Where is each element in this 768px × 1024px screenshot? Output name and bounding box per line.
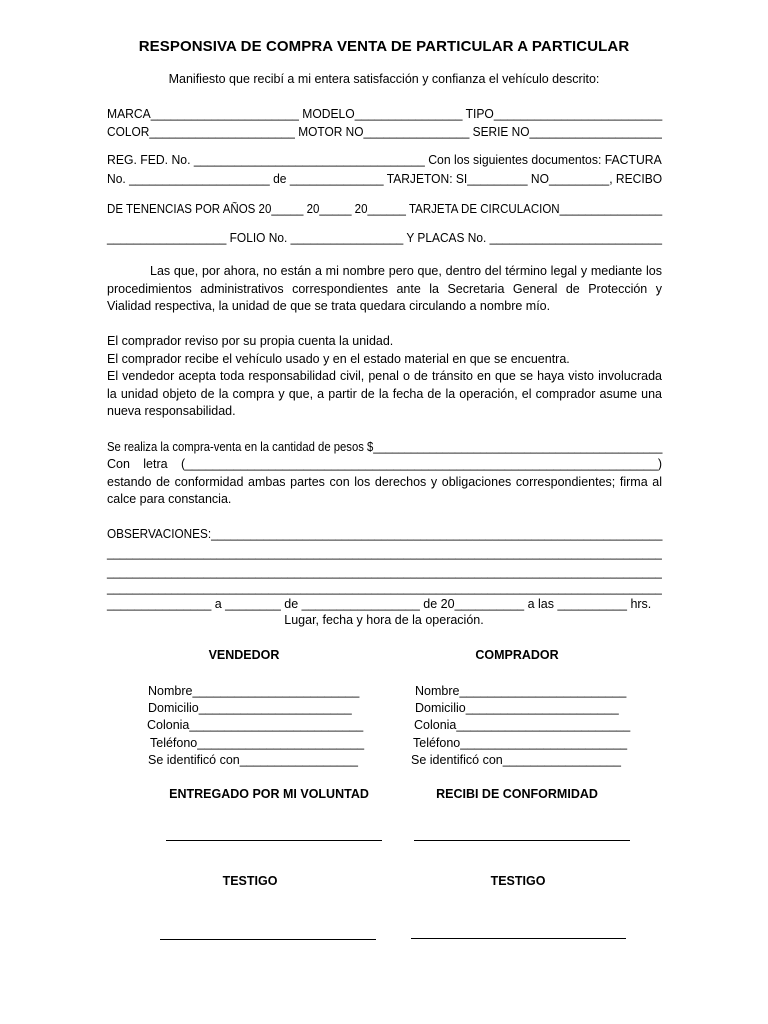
observations-line: ______________________________________________________________________________________: [107, 565, 662, 579]
seller-domicilio-field: Domicilio______________________: [148, 701, 352, 715]
document-title: RESPONSIVA DE COMPRA VENTA DE PARTICULAR A PARTICULAR: [138, 38, 630, 55]
legal-paragraph: Las que, por ahora, no están a mi nombre pero que, dentro del término legal y mediante los procedimientos administrativos correspondientes ante la Secretaria General de Protección y Vialidad respectiva, la unidad de que se trata quedara circulando a nombre mío.: [107, 264, 662, 313]
witness-2-caption: TESTIGO: [490, 874, 546, 888]
buyer-heading: COMPRADOR: [475, 648, 559, 662]
buyer-identifico-field: Se identificó con_________________: [411, 753, 621, 767]
vehicle-fields-row-6: __________________ FOLIO No. _________________ Y PLACAS No. __________________________: [107, 231, 663, 245]
witness-1-signature-line: [160, 939, 376, 940]
vehicle-fields-row-5: DE TENENCIAS POR AÑOS 20_____ 20_____ 20______ TARJETA DE CIRCULACION________________: [107, 202, 663, 216]
clause-1: El comprador reviso por su propia cuenta la unidad.: [107, 334, 394, 348]
buyer-signature-caption: RECIBI DE CONFORMIDAD: [436, 787, 598, 801]
document-subtitle: Manifiesto que recibí a mi entera satisfacción y confianza el vehículo descrito:: [168, 72, 600, 86]
date-place-line: _______________ a ________ de _________________ de 20__________ a las __________ hrs.: [107, 597, 652, 611]
buyer-nombre-field: Nombre________________________: [415, 684, 627, 698]
vehicle-fields-row-4: No. _____________________ de ______________ TARJETON: SI_________ NO_________, RECIBO: [107, 172, 663, 186]
buyer-telefono-field: Teléfono________________________: [413, 736, 628, 750]
seller-identifico-field: Se identificó con_________________: [148, 753, 358, 767]
clause-3: El vendedor acepta toda responsabilidad civil, penal o de tránsito en que se haya visto involucrada la unidad objeto de la compra y que, a partir de la fecha de la operación, el comprador asume una nueva responsabilidad.: [107, 369, 662, 418]
seller-nombre-field: Nombre________________________: [148, 684, 360, 698]
buyer-signature-line: [414, 840, 630, 841]
witness-2-signature-line: [411, 938, 626, 939]
seller-telefono-field: Teléfono________________________: [150, 736, 365, 750]
vehicle-fields-row-1: MARCA______________________ MODELO________________ TIPO_________________________: [107, 107, 663, 121]
buyer-colonia-field: Colonia_________________________: [414, 718, 631, 732]
observations-label: OBSERVACIONES:_____________________________________________________________________: [107, 527, 663, 541]
vehicle-fields-row-2: COLOR______________________ MOTOR NO________________ SERIE NO____________________: [107, 125, 662, 139]
amount-line: Se realiza la compra-venta en la cantidad de pesos $______________________________________________: [107, 440, 663, 454]
clause-2: El comprador recibe el vehículo usado y en el estado material en que se encuentra.: [107, 352, 570, 366]
date-place-caption: Lugar, fecha y hora de la operación.: [284, 613, 484, 627]
vehicle-fields-row-3: REG. FED. No. __________________________________ Con los siguientes documentos: FACTURA: [107, 153, 662, 167]
observations-line: ______________________________________________________________________________________: [107, 546, 662, 560]
amount-in-words: Con letra (____________________________________________________________________) estando de conformidad ambas partes con los derechos y obligaciones correspondientes; firma al calce para constancia.: [107, 457, 662, 506]
witness-1-caption: TESTIGO: [222, 874, 278, 888]
seller-signature-line: [166, 840, 382, 841]
observations-line: ______________________________________________________________________________________: [107, 581, 662, 595]
seller-colonia-field: Colonia_________________________: [147, 718, 364, 732]
seller-signature-caption: ENTREGADO POR MI VOLUNTAD: [169, 787, 369, 801]
buyer-domicilio-field: Domicilio______________________: [415, 701, 619, 715]
seller-heading: VENDEDOR: [208, 648, 280, 662]
